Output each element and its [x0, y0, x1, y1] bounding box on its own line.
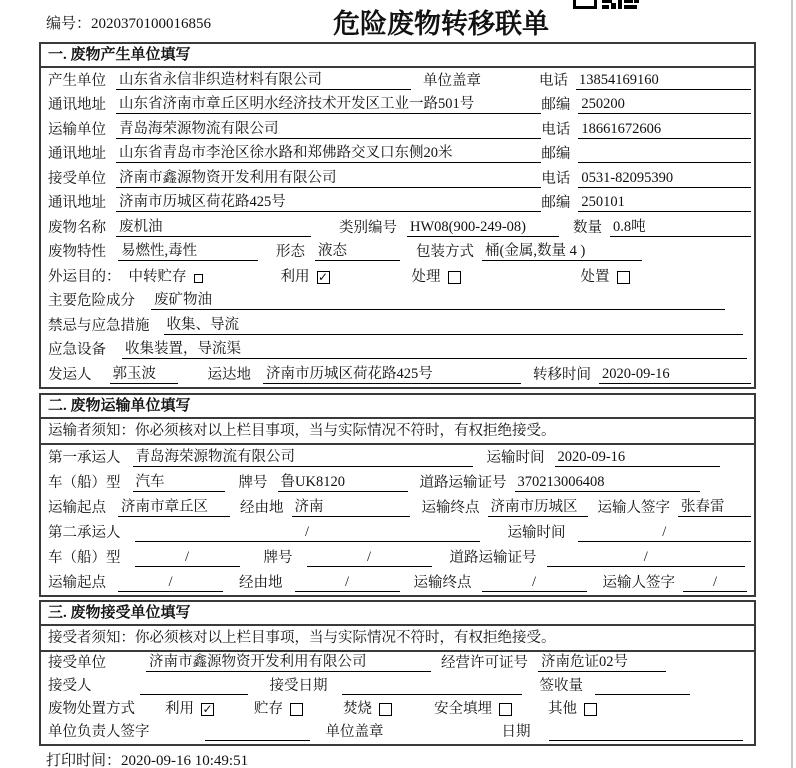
disposal-method-label: 废物处置方式: [48, 700, 135, 717]
purpose-label: 外运目的：: [48, 268, 121, 285]
recipient-field: [140, 676, 248, 695]
waste-character-row: [41, 240, 754, 265]
section-transporter: [39, 393, 756, 597]
equipment-label: 应急设备: [48, 342, 106, 358]
zip-field: [578, 144, 751, 163]
carrier1-label: 第一承运人: [48, 449, 121, 466]
receiver-label: 接受单位: [48, 170, 106, 187]
hazard-label: 主要危险成分: [48, 293, 135, 309]
address-field: 山东省青岛市李沧区徐水路和郑佛路交叉口东侧20米: [116, 144, 541, 163]
waste-name-row: [41, 215, 754, 240]
carrier2-field: /: [135, 523, 480, 542]
purpose-option-treat: 处理: [412, 265, 461, 286]
origin-label: 运输起点: [48, 574, 106, 591]
via-field: /: [295, 573, 400, 592]
section-producer: [39, 42, 756, 389]
producer-row: [41, 68, 754, 93]
address-field: 济南市历城区荷花路425号: [116, 193, 541, 212]
vehicle-type-label: 车（船）型: [48, 474, 121, 491]
accept-date-field: [342, 676, 522, 695]
plate-field: /: [307, 548, 432, 567]
transporter-label: 运输单位: [48, 121, 106, 138]
road-permit-label: 道路运输证号: [419, 474, 507, 491]
phone-field: 13854169160: [576, 71, 751, 90]
zip-label: 邮编: [541, 195, 571, 211]
print-time-value: 2020-09-16 10:49:51: [121, 752, 249, 768]
purpose-option-dispose: 处置: [581, 265, 630, 286]
emergency-equipment-row: [41, 338, 754, 363]
accept-date-label: 接受日期: [269, 677, 328, 694]
checkbox-unchecked: [194, 274, 203, 283]
transfer-time-field: 2020-09-16: [599, 365, 751, 384]
plate-label: 牌号: [263, 549, 293, 566]
head-sign-field: [205, 722, 310, 741]
transporter-address-row: [41, 142, 754, 167]
phone-field: 18661672606: [578, 120, 751, 139]
first-carrier-row: [41, 445, 754, 470]
producer-address-row: [41, 93, 754, 118]
origin-label: 运输起点: [48, 499, 106, 516]
receiver-address-row: [41, 191, 754, 216]
producer-field: 山东省永信非织造材料有限公司: [116, 71, 411, 90]
address-label: 通讯地址: [48, 146, 106, 162]
shipper-field: 郭玉波: [110, 365, 178, 384]
qr-code-remnant: [573, 0, 639, 9]
second-carrier-row: [41, 520, 754, 545]
transport-time-field: 2020-09-16: [555, 448, 720, 467]
vehicle-type-field: /: [135, 548, 240, 567]
carrier-sign-label: 运输人签字: [597, 499, 670, 516]
producer-label: 产生单位: [48, 72, 106, 89]
phone-label: 电话: [541, 121, 571, 138]
serial-value: 2020370100016856: [91, 16, 212, 32]
road-permit-field: 370213006408: [515, 473, 700, 492]
waste-name-field: 废机油: [116, 218, 311, 237]
destination-field: 济南市历城区荷花路425号: [263, 365, 521, 384]
disposal-option-store: 贮存: [254, 697, 303, 718]
checkbox-checked: ✓: [202, 701, 213, 716]
transport-time-label: 运输时间: [507, 524, 566, 541]
destination-label: 运达地: [207, 366, 251, 383]
zip-label: 邮编: [541, 97, 571, 113]
page-edge-line: [791, 0, 793, 768]
plate-field: 鲁UK8120: [278, 473, 408, 492]
checkbox-unchecked: [584, 703, 597, 716]
recipient-label: 接受人: [48, 677, 92, 694]
section-producer-heading: 一. 废物产生单位填写: [41, 44, 754, 68]
shipper-label: 发运人: [48, 366, 92, 383]
purpose-option-transfer-storage: 中转贮存: [129, 265, 203, 286]
disposal-option-landfill: 安全填埋: [434, 697, 512, 718]
checkbox-unchecked: [499, 703, 512, 716]
vehicle-type-label: 车（船）型: [48, 549, 121, 566]
character-field: 易燃性,毒性: [118, 242, 258, 261]
terminus-label: 运输终点: [413, 574, 472, 591]
road-permit-field: /: [547, 548, 746, 567]
print-time-label: 打印时间：: [46, 752, 122, 768]
purpose-option-utilize: 利用 ✓: [280, 268, 329, 285]
taboo-field: 收集、导流: [164, 316, 744, 335]
taboo-label: 禁忌与应急措施: [48, 317, 150, 334]
accept-unit-field: 济南市鑫源物资开发利用有限公司: [146, 653, 431, 672]
disposal-option-utilize: 利用 ✓: [165, 700, 213, 717]
address-field: 山东省济南市章丘区明水经济技术开发区工业一路501号: [116, 95, 541, 114]
receiver-row: [41, 166, 754, 191]
section-receiver: [39, 600, 756, 746]
checkbox-unchecked: [290, 703, 303, 716]
category-field: HW08(900-249-08): [407, 218, 559, 237]
serial-label: 编号：: [46, 16, 92, 32]
document-header: [0, 0, 796, 42]
checkbox-unchecked: [379, 703, 392, 716]
purpose-row: [41, 264, 754, 289]
transporter-field: 青岛海荣源物流有限公司: [116, 120, 541, 139]
transport-time-label: 运输时间: [486, 449, 545, 466]
serial-number: [46, 12, 211, 33]
quantity-label: 数量: [573, 219, 602, 236]
carrier1-field: 青岛海荣源物流有限公司: [133, 448, 473, 467]
head-sign-label: 单位负责人签字: [48, 723, 150, 740]
route2-row: [41, 570, 754, 595]
waste-name-label: 废物名称: [48, 219, 106, 236]
zip-field: 250200: [578, 95, 751, 114]
page-title: 危险废物转移联单: [333, 9, 549, 39]
transfer-time-label: 转移时间: [533, 366, 591, 383]
carrier-sign-label: 运输人签字: [602, 574, 675, 591]
checkbox-unchecked: [617, 271, 630, 284]
form-field: 液态: [315, 242, 400, 261]
terminus-field: /: [482, 573, 587, 592]
date-label: 日期: [501, 723, 531, 740]
phone-label: 电话: [539, 72, 568, 89]
section-transporter-heading: 二. 废物运输单位填写: [41, 395, 754, 419]
accept-unit-label: 接受单位: [48, 654, 106, 671]
checkbox-unchecked: [448, 271, 461, 284]
checkbox-checked: ✓: [317, 269, 329, 284]
section-receiver-heading: 三. 废物接受单位填写: [41, 602, 754, 626]
phone-field: 0531-82095390: [578, 169, 751, 188]
form-label: 形态: [276, 244, 305, 260]
via-label: 经由地: [239, 574, 283, 591]
terminus-label: 运输终点: [421, 499, 480, 516]
disposal-method-row: [41, 698, 754, 721]
via-field: 济南: [292, 498, 410, 517]
terminus-field: 济南市历城区: [488, 498, 588, 517]
date-field: [549, 722, 744, 741]
recipient-row: [41, 675, 754, 698]
equipment-field: 收集装置，导流渠: [122, 340, 747, 359]
route1-row: [41, 495, 754, 520]
carrier-sign-field: /: [683, 573, 747, 592]
origin-field: 济南市章丘区: [118, 498, 230, 517]
receiver-field: 济南市鑫源物资开发利用有限公司: [116, 169, 541, 188]
receiver-notice: 接受者须知：你必须核对以上栏目事项，当与实际情况不符时，有权拒绝接受。: [41, 626, 754, 652]
character-label: 废物特性: [48, 244, 106, 260]
zip-field: 250101: [578, 193, 751, 212]
vehicle2-row: [41, 545, 754, 570]
hazard-field: 废矿物油: [151, 291, 725, 310]
via-label: 经由地: [240, 499, 284, 516]
vehicle-type-field: 汽车: [133, 473, 225, 492]
address-label: 通讯地址: [48, 195, 106, 211]
carrier-sign-field: 张春雷: [678, 498, 751, 517]
print-time: [46, 749, 796, 768]
license-label: 经营许可证号: [441, 654, 528, 671]
shipper-row: [41, 362, 754, 387]
zip-label: 邮编: [541, 146, 571, 162]
quantity-field: 0.8吨: [610, 218, 751, 237]
accept-unit-row: [41, 652, 754, 675]
plate-label: 牌号: [238, 474, 268, 491]
transporter-row: [41, 117, 754, 142]
hazard-component-row: [41, 289, 754, 314]
transport-time-field: /: [578, 523, 752, 542]
received-qty-field: [595, 676, 690, 695]
phone-label: 电话: [541, 170, 571, 187]
transporter-notice: 运输者须知：你必须核对以上栏目事项，当与实际情况不符时，有权拒绝接受。: [41, 419, 754, 445]
unit-seal-label: 单位盖章: [325, 723, 384, 740]
unit-seal-label: 单位盖章: [423, 72, 481, 89]
disposal-option-incinerate: 焚烧: [343, 697, 392, 718]
road-permit-label: 道路运输证号: [449, 549, 537, 566]
disposal-option-other: 其他: [548, 697, 597, 718]
carrier2-label: 第二承运人: [48, 524, 121, 541]
category-label: 类别编号: [339, 219, 397, 236]
origin-field: /: [118, 573, 223, 592]
packing-label: 包装方式: [416, 244, 474, 260]
taboo-measures-row: [41, 313, 754, 338]
address-label: 通讯地址: [48, 97, 106, 113]
received-qty-label: 签收量: [539, 677, 583, 694]
license-field: 济南危证02号: [538, 653, 666, 672]
packing-field: 桶(金属,数量 4 ): [482, 242, 642, 261]
head-signature-row: [41, 721, 754, 744]
vehicle1-row: [41, 470, 754, 495]
